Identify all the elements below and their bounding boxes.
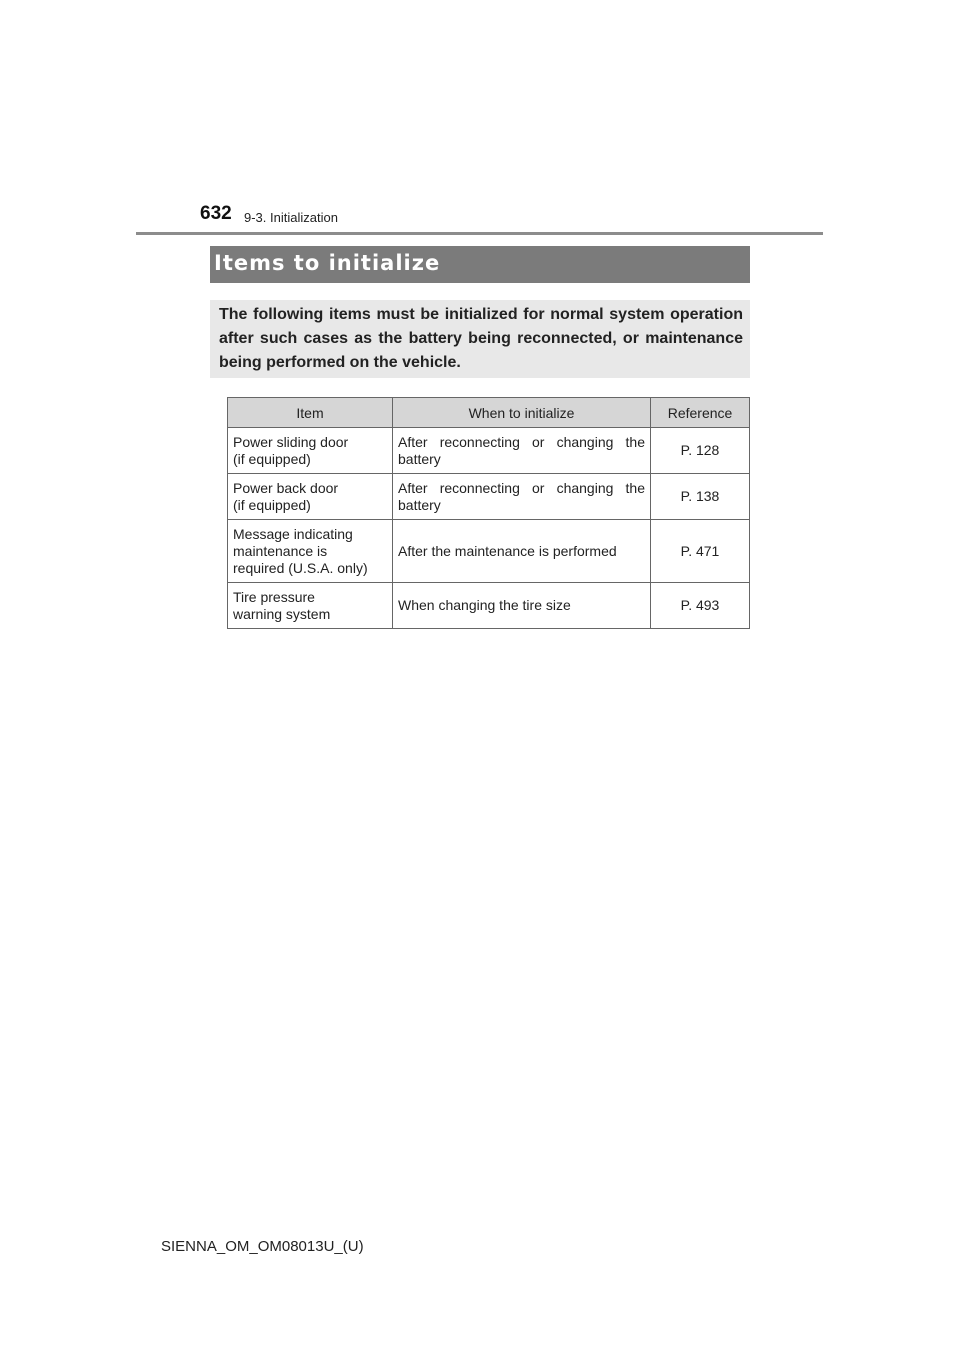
col-header-when: When to initialize xyxy=(393,398,651,428)
table-header-row xyxy=(228,398,750,428)
cell-reference: P. 471 xyxy=(651,520,750,583)
cell-item: Tire pressure warning system xyxy=(228,583,393,629)
cell-when: After reconnecting or changing the battery xyxy=(393,428,651,474)
cell-when: After the maintenance is performed xyxy=(393,520,651,583)
cell-when: After reconnecting or changing the battery xyxy=(393,474,651,520)
items-table xyxy=(227,397,750,629)
cell-reference: P. 138 xyxy=(651,474,750,520)
col-header-reference: Reference xyxy=(651,398,750,428)
col-header-item: Item xyxy=(228,398,393,428)
table-row xyxy=(228,520,750,583)
cell-when: When changing the tire size xyxy=(393,583,651,629)
cell-reference: P. 493 xyxy=(651,583,750,629)
cell-item: Power sliding door (if equipped) xyxy=(228,428,393,474)
page-number: 632 xyxy=(200,203,232,224)
section-title: 9-3. Initialization xyxy=(244,210,338,225)
table-row xyxy=(228,474,750,520)
table-row xyxy=(228,428,750,474)
intro-box xyxy=(210,300,750,378)
header-rule xyxy=(136,232,823,235)
footer-doc-id: SIENNA_OM_OM08013U_(U) xyxy=(161,1238,364,1255)
table-row xyxy=(228,583,750,629)
page-title: Items to initialize xyxy=(214,251,441,275)
cell-item: Power back door (if equipped) xyxy=(228,474,393,520)
cell-item: Message indicating maintenance is required (U.S.A. only) xyxy=(228,520,393,583)
intro-text: The following items must be initialized for normal system operation after such cases as the battery being reconnected, or maintenance being performed on the vehicle. xyxy=(219,306,743,371)
title-bar xyxy=(210,246,750,283)
cell-reference: P. 128 xyxy=(651,428,750,474)
